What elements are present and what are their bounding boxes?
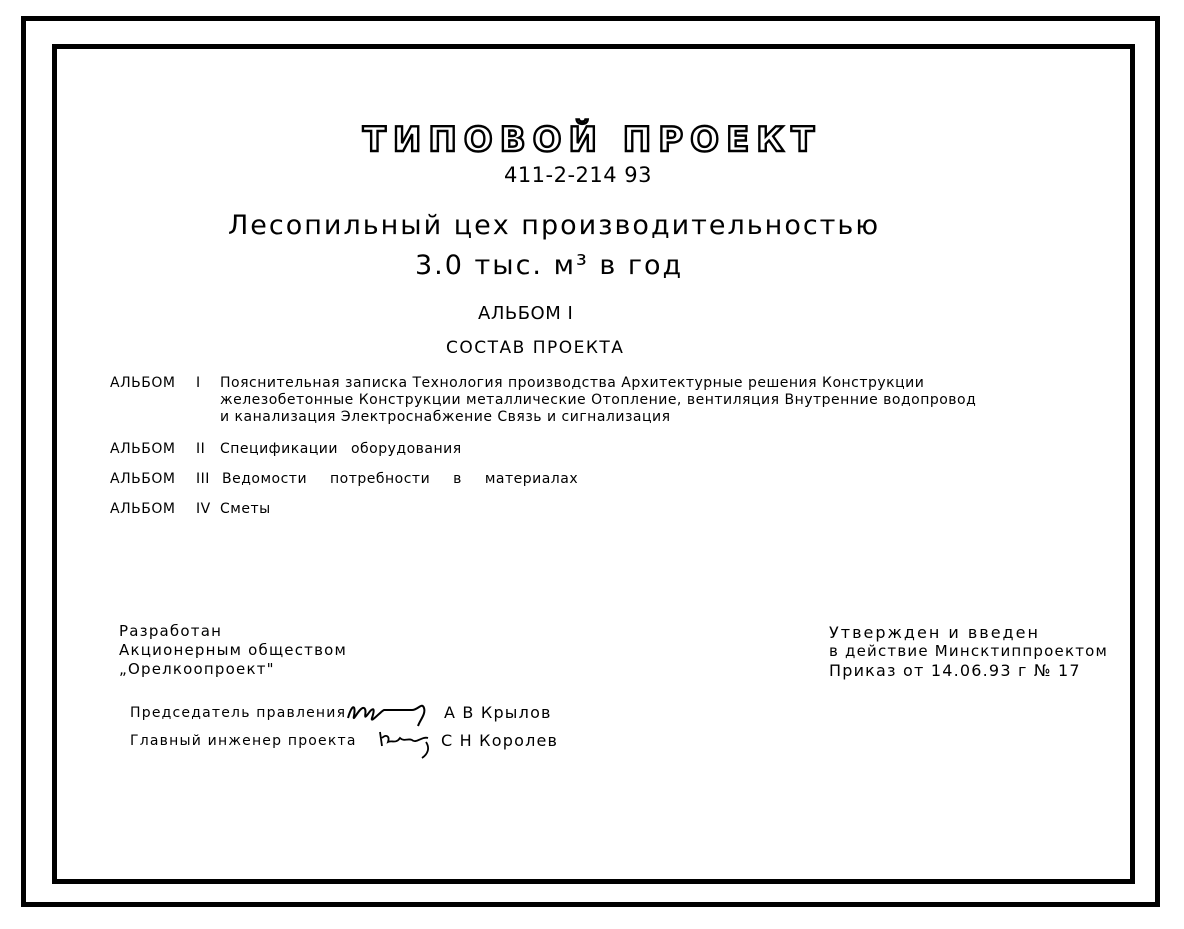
approval-line-2: в действие Минсктиппроектом	[829, 642, 1109, 660]
album-label: АЛЬБОМ	[110, 375, 176, 391]
developer-line-2: Акционерным обществом	[119, 641, 348, 659]
album-number: III	[196, 471, 210, 487]
album-content-line: Сметы	[220, 501, 271, 517]
approval-line-3: Приказ от 14.06.93 г № 17	[829, 661, 1081, 680]
album-label: АЛЬБОМ	[110, 501, 176, 517]
album-number: II	[196, 441, 206, 457]
album-content-line: и канализация Электроснабжение Связь и сигнализация	[220, 409, 671, 425]
developer-line-1: Разработан	[119, 622, 223, 640]
chairman-name: А В Крылов	[444, 703, 552, 722]
document-heading: ТИПОВОЙ ПРОЕКТ	[362, 120, 822, 160]
project-title-line-2: 3.0 тыс. м³ в год	[415, 250, 684, 281]
contents-title: СОСТАВ ПРОЕКТА	[446, 338, 625, 358]
developer-line-3: „Орелкоопроект"	[119, 660, 275, 678]
album-content-line: Пояснительная записка Технология производства Архитектурные решения Конструкции	[220, 375, 925, 391]
album-number: IV	[196, 501, 211, 517]
chief-engineer-name: С Н Королев	[441, 731, 559, 750]
chief-engineer-role: Главный инженер проекта	[130, 733, 357, 749]
project-number: 411-2-214 93	[503, 163, 653, 187]
album-content-line: Спецификации оборудования	[220, 441, 462, 457]
album-content-line: железобетонные Конструкции металлические Отопление, вентиляция Внутренние водопровод	[220, 392, 977, 408]
album-label: АЛЬБОМ	[110, 471, 176, 487]
chief-engineer-signature	[376, 724, 440, 760]
project-title-line-1: Лесопильный цех производительностью	[228, 210, 881, 241]
approval-line-1: Утвержден и введен	[829, 623, 1040, 642]
album-number: I	[196, 375, 201, 391]
album-title: АЛЬБОМ I	[478, 303, 574, 324]
album-content-line: Ведомости потребности в материалах	[222, 471, 579, 487]
chairman-role: Председатель правления	[130, 705, 347, 721]
album-label: АЛЬБОМ	[110, 441, 176, 457]
